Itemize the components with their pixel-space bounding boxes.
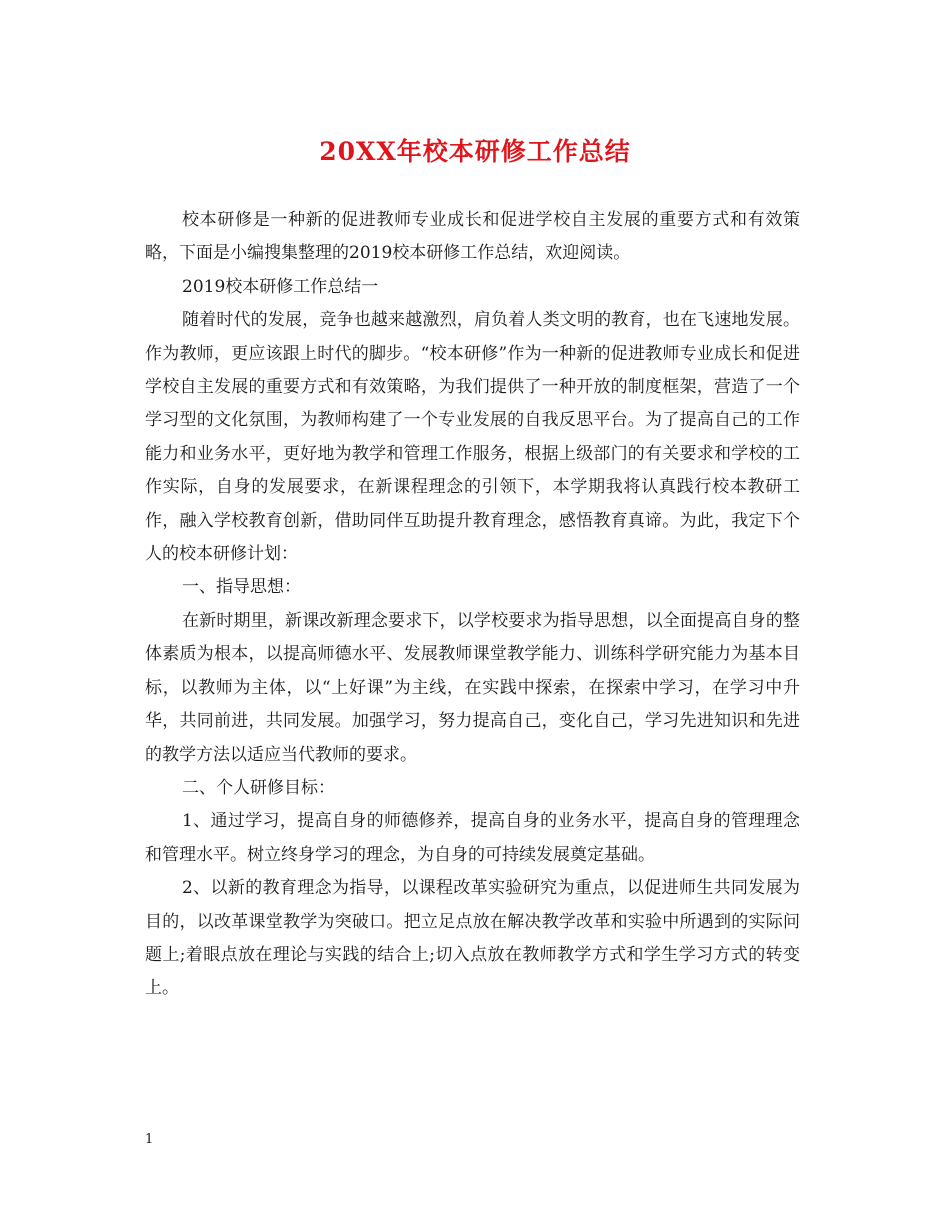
section-heading: 2019校本研修工作总结一 [182, 276, 379, 297]
body-paragraph: 在新时期里，新课改新理念要求下，以学校要求为指导思想，以全面提高自身的整体素质为根本，以提高师德水平、发展教师课堂教学能力、训练科学研究能力为基本目标，以教师为主体，以“上好课”为主线，在实践中探索，在探索中学习，在学习中升华，共同前进，共同发展。加强学习，努力提高自己，变化自己，学习先进知识和先进的教学方法以适应当代教师的要求。 [145, 610, 800, 765]
section-heading: 一、指导思想： [182, 577, 301, 598]
section-heading: 二、个人研修目标： [182, 777, 335, 798]
list-item: 1、通过学习，提高自身的师德修养，提高自身的业务水平，提高自身的管理理念和管理水平。树立终身学习的理念，为自身的可持续发展奠定基础。 [145, 811, 800, 865]
body-paragraph: 随着时代的发展，竞争也越来越激烈，肩负着人类文明的教育，也在飞速地发展。作为教师，更应该跟上时代的脚步。“校本研修”作为一种新的促进教师专业成长和促进学校自主发展的重要方式和有效策略，为我们提供了一种开放的制度框架，营造了一个学习型的文化氛围，为教师构建了一个专业发展的自我反思平台。为了提高自己的工作能力和业务水平，更好地为教学和管理工作服务，根据上级部门的有关要求和学校的工作实际，自身的发展要求，在新课程理念的引领下，本学期我将认真践行校本教研工作，融入学校教育创新，借助同伴互助提升教育理念，感悟教育真谛。为此，我定下个人的校本研修计划： [145, 310, 800, 565]
document-body [145, 204, 800, 1006]
list-item: 2、以新的教育理念为指导，以课程改革实验研究为重点，以促进师生共同发展为目的，以改革课堂教学为突破口。把立足点放在解决教学改革和实验中所遇到的实际问题上;着眼点放在理论与实践的结合上;切入点放在教师教学方式和学生学习方式的转变上。 [145, 878, 800, 999]
intro-paragraph: 校本研修是一种新的促进教师专业成长和促进学校自主发展的重要方式和有效策略，下面是小编搜集整理的2019校本研修工作总结，欢迎阅读。 [145, 210, 800, 264]
page-number: 1 [145, 1132, 154, 1147]
document-title: 20XX年校本研修工作总结 [319, 137, 631, 166]
